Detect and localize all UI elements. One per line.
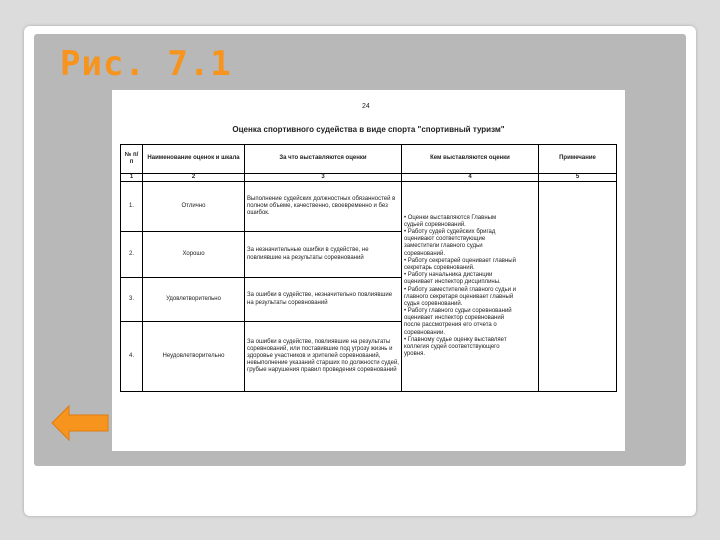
who-line: после рассмотрения его отчета о <box>404 322 497 329</box>
column-number: 2 <box>143 174 245 182</box>
header-num: № п/п <box>121 145 143 174</box>
back-button[interactable] <box>50 404 110 442</box>
row-criteria: За ошибки в судействе, повлиявшие на результаты соревнований, или поставившие под угрозу жизнь и здоровье участников и зрителей соревнований, невыполнение указаний старших по должности судей, грубые нарушения правил проведения соревнований <box>245 322 402 392</box>
who-line: оценивает инспектор дисциплины. <box>404 279 501 286</box>
who-line: • Работу судей судейских бригад <box>404 229 496 235</box>
column-number-row <box>121 174 617 182</box>
header-note: Примечание <box>539 145 617 174</box>
who-line: оценивает инспектор соревнований <box>404 315 505 322</box>
table-header-row <box>121 145 617 174</box>
who-line: • Работу секретарей оценивает главный <box>404 257 516 264</box>
column-number: 4 <box>402 174 539 182</box>
column-number: 1 <box>121 174 143 182</box>
arrow-left-shape <box>52 406 108 440</box>
header-for-what: За что выставляются оценки <box>245 145 402 174</box>
who-line: коллегия судей соответствующего <box>404 344 500 350</box>
row-criteria: Выполнение судейских должностных обязанностей в полном объеме, качественно, своевременно и без ошибок. <box>245 182 402 232</box>
row-grade: Удовлетворительно <box>143 278 245 322</box>
who-line: • Оценки выставляются Главным <box>404 214 497 221</box>
column-number: 3 <box>245 174 402 182</box>
who-line: • Работу начальника дистанции <box>404 272 493 279</box>
who-line: главного секретаря оценивает главный <box>404 293 514 300</box>
who-line: заместители главного судьи <box>404 243 483 250</box>
who-line: судьей соревнований. <box>404 221 466 228</box>
row-criteria: За ошибки в судействе, незначительно повлиявшие на результаты соревнований <box>245 278 402 322</box>
row-num: 3. <box>121 278 143 322</box>
header-name: Наименование оценок и шкала <box>143 145 245 174</box>
column-number: 5 <box>539 174 617 182</box>
document-heading: Оценка спортивного судейства в виде спорта "спортивный туризм" <box>232 125 505 134</box>
arrow-left-icon <box>50 404 110 442</box>
row-num: 2. <box>121 232 143 278</box>
who-line: соревновании. <box>404 329 446 336</box>
header-who: Кем выставляются оценки <box>402 145 539 174</box>
page-number: 24 <box>362 103 370 110</box>
who-line: судья соревнований. <box>404 300 463 307</box>
table-row <box>121 182 617 232</box>
who-line: оценивают соответствующие <box>404 236 486 243</box>
slide-title: Рис. 7.1 <box>60 44 232 84</box>
row-num: 1. <box>121 182 143 232</box>
document-page <box>112 90 625 451</box>
who-cell <box>402 182 539 392</box>
who-line: уровня. <box>404 351 426 358</box>
who-line: секретарь соревнований. <box>404 264 475 271</box>
row-grade: Отлично <box>143 182 245 232</box>
who-line: • Работу заместителей главного судьи и <box>404 286 516 293</box>
row-criteria: За незначительные ошибки в судействе, не повлиявшие на результаты соревнований <box>245 232 402 278</box>
who-line: • Главному судье оценку выставляет <box>404 336 507 343</box>
judging-table <box>120 144 617 392</box>
row-num: 4. <box>121 322 143 392</box>
who-line: соревнований. <box>404 250 446 257</box>
who-line: • Работу главного судьи соревнований <box>404 308 512 315</box>
row-grade: Неудовлетворительно <box>143 322 245 392</box>
note-cell <box>539 182 617 392</box>
row-grade: Хорошо <box>143 232 245 278</box>
